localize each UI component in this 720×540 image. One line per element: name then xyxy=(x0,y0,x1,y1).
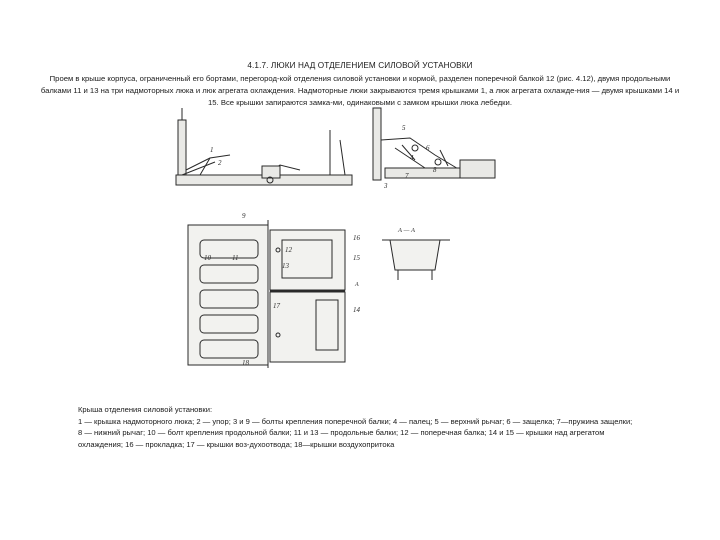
caption-text: 1 — крышка надмоторного люка; 2 — упор; 3 и 9 — болты крепления поперечной балки; 4 — палец; 5 — верхний рычаг; 6 — защелка; 7—пружина защелки; 8 — нижний рычаг; 10 — болт крепления продольной балки; 11 и 13 — продольные балки; 12 — поперечная балка; 14 и 15 — крышки над агрегатом охлаждения; 16 — прокладка; 17 — крышки воз-духоотвода; 18—крышки воздухопритока xyxy=(78,416,633,449)
callout-17: 17 xyxy=(273,302,280,310)
technical-drawing xyxy=(170,100,560,370)
callout-18: 18 xyxy=(242,359,249,367)
callout-14: 14 xyxy=(353,306,360,314)
callout-13: 13 xyxy=(282,262,289,270)
callout-15: 15 xyxy=(353,254,360,262)
section-mark: А xyxy=(355,282,359,288)
intro-paragraph: Проем в крыше корпуса, ограниченный его бортами, перегород-кой отделения силовой установки и кормой, разделен поперечной балкой 12 (рис. 4.12), двумя продольными балками 11 и 13 на три надмоторных люка и люк агрегата охлаждения. Надмоторные люки закрываются тремя крышками 1, а люк агрегата охлажде-ния — двумя крышками 14 и 15. Все крышки запираются замка-ми, одинаковыми с замком крышки люка лебедки. xyxy=(40,74,680,107)
callout-9: 9 xyxy=(242,212,246,220)
callout-5: 5 xyxy=(402,124,406,132)
callout-10: 10 xyxy=(204,254,211,262)
callout-16: 16 xyxy=(353,234,360,242)
callout-12: 12 xyxy=(285,246,292,254)
drawing-svg xyxy=(170,100,560,370)
figure-caption xyxy=(78,404,638,450)
section-label: А — А xyxy=(398,227,415,234)
roof-plan-view xyxy=(188,220,345,368)
callout-11: 11 xyxy=(232,254,239,262)
section-a-a xyxy=(382,240,450,280)
callout-3: 3 xyxy=(384,182,388,190)
callout-4: 4 xyxy=(410,154,414,162)
callout-8: 8 xyxy=(433,166,437,174)
callout-1: 1 xyxy=(210,146,214,154)
callout-2: 2 xyxy=(218,159,222,167)
hatch-side-view-left xyxy=(176,108,352,185)
callout-7: 7 xyxy=(405,172,409,180)
caption-title: Крыша отделения силовой установки: xyxy=(78,405,213,414)
callout-6: 6 xyxy=(426,144,430,152)
section-heading: 4.1.7. ЛЮКИ НАД ОТДЕЛЕНИЕМ СИЛОВОЙ УСТАНОВКИ xyxy=(247,61,473,70)
